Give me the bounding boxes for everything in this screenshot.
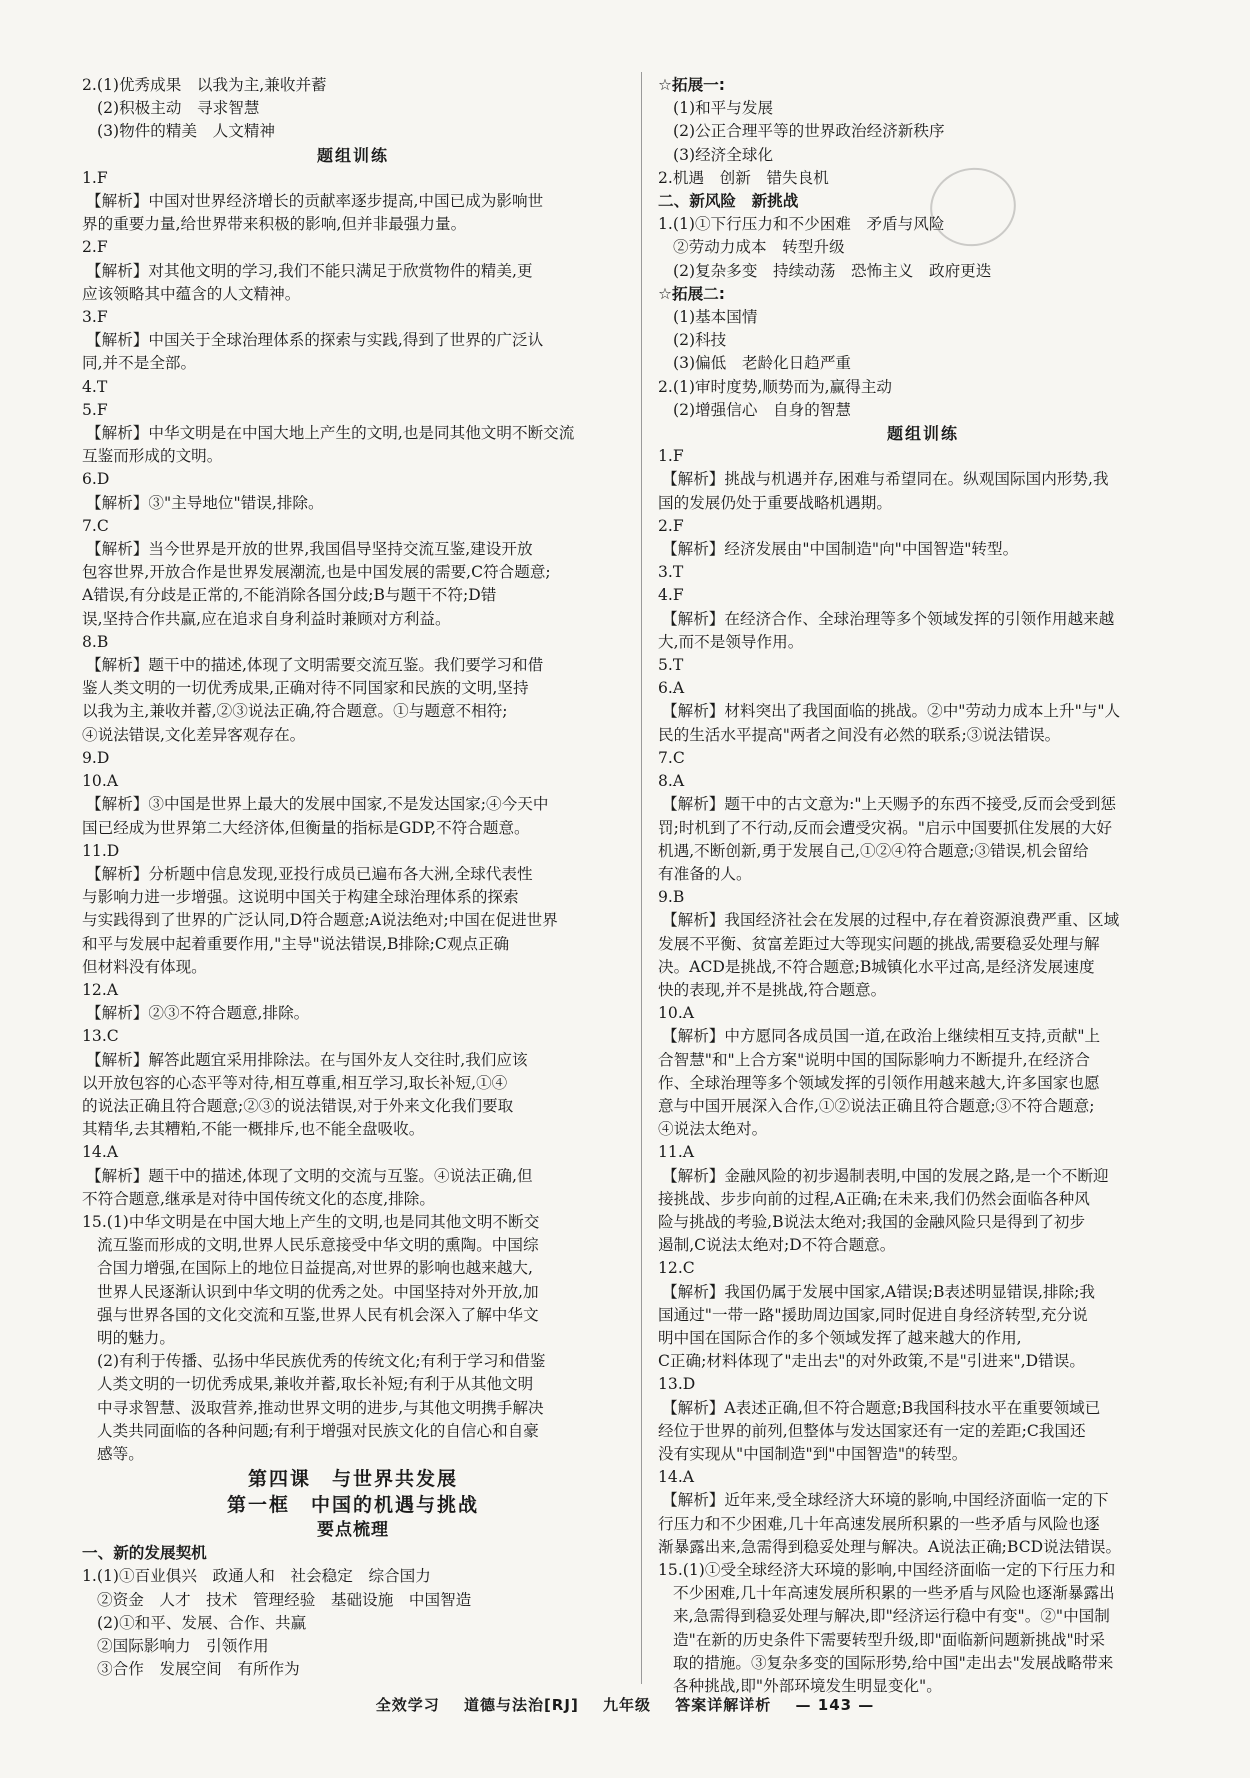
text-line: 合智慧"和"上合方案"说明中国的国际影响力不断提升,在经济合 bbox=[658, 1050, 1090, 1069]
text-line: 【解析】我国经济社会在发展的过程中,存在着资源浪费严重、区域 bbox=[662, 911, 1120, 930]
text-line: 来,急需得到稳妥处理与解决,即"经济运行稳中有变"。②"中国制 bbox=[673, 1607, 1110, 1626]
text-line: 造"在新的历史条件下需要转型升级,即"面临新问题新挑战"时采 bbox=[673, 1630, 1105, 1649]
page-number: — 143 — bbox=[795, 1696, 875, 1714]
text-line: (2)增强信心 自身的智慧 bbox=[673, 400, 852, 419]
text-line: 【解析】分析题中信息发现,亚投行成员已遍布各大洲,全球代表性 bbox=[86, 864, 533, 883]
text-line: 10.A bbox=[658, 1004, 695, 1023]
text-line: 其精华,去其糟粕,不能一概排斥,也不能全盘吸收。 bbox=[82, 1120, 425, 1139]
text-line: 1.F bbox=[658, 447, 684, 466]
text-line: 6.A bbox=[658, 679, 685, 698]
text-line: 应该领略其中蕴含的人文精神。 bbox=[82, 284, 301, 303]
text-line: 机遇,不断创新,勇于发展自己,①②④符合题意;③错误,机会留给 bbox=[658, 841, 1089, 860]
subsection-heading: ☆拓展一: bbox=[658, 76, 725, 94]
text-line: 15.(1)中华文明是在中国大地上产生的文明,也是同其他文明不断交 bbox=[82, 1212, 540, 1231]
right-column bbox=[658, 74, 1188, 1698]
text-line: 包容世界,开放合作是世界发展潮流,也是中国发展的需要,C符合题意; bbox=[82, 563, 551, 582]
text-line: 6.D bbox=[82, 470, 110, 489]
subsection-heading: ☆拓展二: bbox=[658, 284, 725, 303]
text-line: C正确;材料体现了"走出去"的对外政策,不是"引进来",D错误。 bbox=[658, 1352, 1085, 1371]
text-line: 险与挑战的考验,B说法太绝对;我国的金融风险只是得到了初步 bbox=[658, 1212, 1086, 1231]
text-line: 1.F bbox=[82, 168, 108, 187]
text-line: 没有实现从"中国制造"到"中国智造"的转型。 bbox=[658, 1444, 968, 1463]
text-line: 【解析】题干中的描述,体现了文明需要交流互鉴。我们要学习和借 bbox=[86, 656, 544, 675]
text-line: 【解析】挑战与机遇并存,困难与希望同在。纵观国际国内形势,我 bbox=[662, 470, 1109, 489]
text-line: 以我为主,兼收并蓄,②③说法正确,符合题意。①与题意不相符; bbox=[82, 702, 508, 721]
text-line: (2)积极主动 寻求智慧 bbox=[97, 99, 260, 118]
text-line: 明中国在国际合作的多个领域发挥了越来越大的作用, bbox=[658, 1328, 1022, 1347]
text-line: 以开放包容的心态平等对待,相互尊重,相互学习,取长补短,①④ bbox=[82, 1073, 508, 1092]
text-line: 13.D bbox=[658, 1375, 696, 1394]
text-line: 2.F bbox=[82, 238, 108, 257]
text-line: 3.T bbox=[658, 563, 684, 582]
footer-grade: 九年级 bbox=[603, 1696, 652, 1714]
text-line: (2)公正合理平等的世界政治经济新秩序 bbox=[673, 122, 945, 141]
text-line: 2.F bbox=[658, 516, 684, 535]
text-line: 遏制,C说法太绝对;D不符合题意。 bbox=[658, 1236, 896, 1255]
text-line: ④说法太绝对。 bbox=[658, 1120, 768, 1139]
text-line: ②国际影响力 引领作用 bbox=[97, 1637, 269, 1655]
left-column bbox=[82, 74, 624, 1681]
text-line: 2.机遇 创新 错失良机 bbox=[658, 168, 829, 187]
text-line: 同,并不是全部。 bbox=[82, 354, 197, 373]
text-line: 8.B bbox=[82, 632, 109, 651]
text-line: (2)科技 bbox=[673, 331, 727, 350]
text-line: 强与世界各国的文化交流和互鉴,世界人民有机会深入了解中华文 bbox=[97, 1305, 539, 1324]
page-footer bbox=[0, 1694, 1250, 1715]
text-line: 9.B bbox=[658, 888, 685, 907]
text-line: 5.F bbox=[82, 400, 108, 419]
text-line: A错误,有分歧是正常的,不能消除各国分歧;B与题干不符;D错 bbox=[82, 586, 497, 605]
text-line: 各种挑战,即"外部环境发生明显变化"。 bbox=[673, 1677, 942, 1696]
text-line: (2)有利于传播、弘扬中华民族优秀的传统文化;有利于学习和借鉴 bbox=[97, 1352, 546, 1371]
text-line: 【解析】材料突出了我国面临的挑战。②中"劳动力成本上升"与"人 bbox=[662, 702, 1121, 721]
text-line: 14.A bbox=[82, 1143, 119, 1162]
text-line: 7.C bbox=[82, 516, 109, 535]
text-line: 10.A bbox=[82, 772, 119, 791]
section-heading: 第四课 与世界共发展 bbox=[247, 1468, 458, 1491]
text-line: 【解析】中国对世界经济增长的贡献率逐步提高,中国已成为影响世 bbox=[86, 192, 544, 211]
text-line: 13.C bbox=[82, 1027, 119, 1046]
text-line: 5.T bbox=[658, 656, 684, 675]
text-line: 意与中国开展深入合作,①②说法正确且符合题意;③不符合题意; bbox=[658, 1096, 1095, 1115]
text-line: 12.A bbox=[82, 980, 119, 999]
text-line: 有准备的人。 bbox=[658, 864, 752, 883]
text-line: (3)经济全球化 bbox=[673, 145, 774, 164]
text-line: 经位于世界的前列,但整体与发达国家还有一定的差距;C我国还 bbox=[658, 1421, 1086, 1440]
text-line: 【解析】我国仍属于发展中国家,A错误;B表述明显错误,排除;我 bbox=[662, 1282, 1095, 1301]
text-line: 【解析】题干中的古文意为:"上天赐予的东西不接受,反而会受到惩 bbox=[662, 795, 1117, 814]
text-line: ④说法错误,文化差异客观存在。 bbox=[82, 725, 306, 744]
text-line: 取的措施。③复杂多变的国际形势,给中国"走出去"发展战略带来 bbox=[673, 1653, 1114, 1672]
text-line: 鉴人类文明的一切优秀成果,正确对待不同国家和民族的文明,坚持 bbox=[82, 679, 529, 698]
text-line: 快的表现,并不是挑战,符合题意。 bbox=[658, 980, 887, 999]
text-line: 接挑战、步步向前的过程,A正确;在未来,我们仍然会面临各种风 bbox=[658, 1189, 1090, 1208]
text-line: 行压力和不少困难,几十年高速发展所积累的一些矛盾与风险也逐 bbox=[658, 1514, 1100, 1533]
text-line: 2.(1)优秀成果 以我为主,兼收并蓄 bbox=[82, 76, 327, 94]
text-line: (3)物件的精美 人文精神 bbox=[97, 122, 276, 141]
footer-subject: 道德与法治[RJ] bbox=[463, 1696, 579, 1714]
column-divider bbox=[641, 72, 642, 1684]
text-line: 2.(1)审时度势,顺势而为,赢得主动 bbox=[658, 377, 893, 396]
text-line: 11.A bbox=[658, 1143, 695, 1162]
text-line: 作、全球治理等多个领域发挥的引领作用越来越大,许多国家也愿 bbox=[658, 1073, 1100, 1092]
footer-section: 答案详解详析 bbox=[675, 1696, 772, 1714]
text-line: 与实践得到了世界的广泛认同,D符合题意;A说法绝对;中国在促进世界 bbox=[82, 911, 558, 930]
section-heading: 题组训练 bbox=[316, 145, 389, 165]
text-line: 发展不平衡、贫富差距过大等现实问题的挑战,需要稳妥处理与解 bbox=[658, 934, 1100, 953]
text-line: 8.A bbox=[658, 772, 685, 791]
text-line: ③合作 发展空间 有所作为 bbox=[97, 1660, 300, 1679]
text-line: ②资金 人才 技术 管理经验 基础设施 中国智造 bbox=[97, 1590, 472, 1609]
text-line: 不符合题意,继承是对待中国传统文化的态度,排除。 bbox=[82, 1189, 435, 1208]
text-line: 但材料没有体现。 bbox=[82, 957, 207, 976]
text-line: 1.(1)①百业俱兴 政通人和 社会稳定 综合国力 bbox=[82, 1567, 431, 1586]
footer-brand: 全效学习 bbox=[375, 1696, 440, 1714]
text-line: 中寻求智慧、汲取营养,推动世界文明的进步,与其他文明携手解决 bbox=[97, 1398, 544, 1417]
text-line: 不少困难,几十年高速发展所积累的一些矛盾与风险也逐渐暴露出 bbox=[673, 1584, 1115, 1603]
text-line: 和平与发展中起着重要作用,"主导"说法错误,B排除;C观点正确 bbox=[82, 934, 510, 953]
text-line: ②劳动力成本 转型升级 bbox=[673, 238, 845, 257]
text-line: 界的重要力量,给世界带来积极的影响,但并非最强力量。 bbox=[82, 215, 467, 234]
text-line: 【解析】中华文明是在中国大地上产生的文明,也是同其他文明不断交流 bbox=[86, 424, 575, 443]
text-line: 【解析】金融风险的初步遏制表明,中国的发展之路,是一个不断迎 bbox=[662, 1166, 1109, 1185]
text-line: 世界人民逐渐认识到中华文明的优秀之处。中国坚持对外开放,加 bbox=[97, 1282, 539, 1301]
text-line: 感等。 bbox=[97, 1444, 144, 1463]
text-line: 明的魅力。 bbox=[97, 1328, 175, 1347]
text-line: 3.F bbox=[82, 308, 108, 327]
text-line: (2)①和平、发展、合作、共赢 bbox=[97, 1613, 307, 1632]
text-line: 7.C bbox=[658, 748, 685, 767]
text-line: 【解析】近年来,受全球经济大环境的影响,中国经济面临一定的下 bbox=[662, 1491, 1109, 1510]
text-line: 误,坚持合作共赢,应在追求自身利益时兼顾对方利益。 bbox=[82, 609, 451, 628]
section-heading: 第一框 中国的机遇与挑战 bbox=[226, 1494, 479, 1517]
text-line: 与影响力进一步增强。这说明中国关于构建全球治理体系的探索 bbox=[82, 888, 519, 907]
text-line: 11.D bbox=[82, 841, 120, 860]
text-line: 合国力增强,在国际上的地位日益提高,对世界的影响也越来越大, bbox=[97, 1259, 533, 1278]
text-line: 渐暴露出来,急需得到稳妥处理与解决。A说法正确;BCD说法错误。 bbox=[658, 1537, 1122, 1556]
text-line: 【解析】解答此题宜采用排除法。在与国外友人交往时,我们应该 bbox=[86, 1050, 528, 1069]
text-line: 【解析】经济发展由"中国制造"向"中国智造"转型。 bbox=[662, 540, 1019, 559]
text-line: 4.T bbox=[82, 377, 108, 396]
text-line: 15.(1)①受全球经济大环境的影响,中国经济面临一定的下行压力和 bbox=[658, 1561, 1116, 1579]
subsection-heading: 二、新风险 新挑战 bbox=[658, 192, 799, 211]
text-line: 流互鉴而形成的文明,世界人民乐意接受中华文明的熏陶。中国综 bbox=[97, 1236, 539, 1255]
text-line: 国已经成为世界第二大经济体,但衡量的指标是GDP,不符合题意。 bbox=[82, 818, 530, 837]
text-line: 【解析】③"主导地位"错误,排除。 bbox=[86, 493, 324, 512]
text-line: 人类文明的一切优秀成果,兼收并蓄,取长补短;有利于从其他文明 bbox=[97, 1375, 534, 1394]
section-heading: 题组训练 bbox=[886, 424, 959, 444]
section-heading: 要点梳理 bbox=[317, 1520, 389, 1541]
text-line: 【解析】当今世界是开放的世界,我国倡导坚持交流互鉴,建设开放 bbox=[86, 540, 533, 559]
text-line: 【解析】中方愿同各成员国一道,在政治上继续相互支持,贡献"上 bbox=[662, 1027, 1101, 1046]
text-line: 1.(1)①下行压力和不少困难 矛盾与风险 bbox=[658, 215, 945, 234]
text-line: 决。ACD是挑战,不符合题意;B城镇化水平过高,是经济发展速度 bbox=[658, 957, 1095, 976]
subsection-heading: 一、新的发展契机 bbox=[82, 1544, 207, 1563]
text-line: 罚;时机到了不行动,反而会遭受灾祸。"启示中国要抓住发展的大好 bbox=[658, 818, 1113, 837]
text-line: (1)和平与发展 bbox=[673, 99, 774, 118]
text-line: (3)偏低 老龄化日趋严重 bbox=[673, 354, 852, 373]
text-line: 【解析】②③不符合题意,排除。 bbox=[86, 1004, 310, 1023]
text-line: 14.A bbox=[658, 1468, 695, 1487]
text-line: 【解析】题干中的描述,体现了文明的交流与互鉴。④说法正确,但 bbox=[86, 1166, 533, 1185]
text-line: 国的发展仍处于重要战略机遇期。 bbox=[658, 493, 892, 512]
text-line: 12.C bbox=[658, 1259, 695, 1278]
text-line: 互鉴而形成的文明。 bbox=[82, 447, 223, 466]
text-line: 大,而不是领导作用。 bbox=[658, 632, 804, 651]
text-line: 9.D bbox=[82, 748, 110, 767]
text-line: 【解析】③中国是世界上最大的发展中国家,不是发达国家;④今天中 bbox=[86, 795, 549, 814]
text-line: 4.F bbox=[658, 586, 684, 605]
text-line: 【解析】A表述正确,但不符合题意;B我国科技水平在重要领域已 bbox=[662, 1398, 1101, 1417]
text-line: 【解析】对其他文明的学习,我们不能只满足于欣赏物件的精美,更 bbox=[86, 261, 533, 280]
text-line: 人类共同面临的各种问题;有利于增强对民族文化的自信心和自豪 bbox=[97, 1421, 539, 1440]
text-line: 【解析】中国关于全球治理体系的探索与实践,得到了世界的广泛认 bbox=[86, 331, 544, 350]
text-line: 国通过"一带一路"援助周边国家,同时促进自身经济转型,充分说 bbox=[658, 1305, 1088, 1324]
text-line: 【解析】在经济合作、全球治理等多个领域发挥的引领作用越来越 bbox=[662, 609, 1115, 628]
text-line: 民的生活水平提高"两者之间没有必然的联系;③说法错误。 bbox=[658, 725, 1061, 744]
text-line: (2)复杂多变 持续动荡 恐怖主义 政府更迭 bbox=[673, 261, 992, 280]
text-line: (1)基本国情 bbox=[673, 308, 758, 327]
text-line: 的说法正确且符合题意;②③的说法错误,对于外来文化我们要取 bbox=[82, 1096, 514, 1115]
